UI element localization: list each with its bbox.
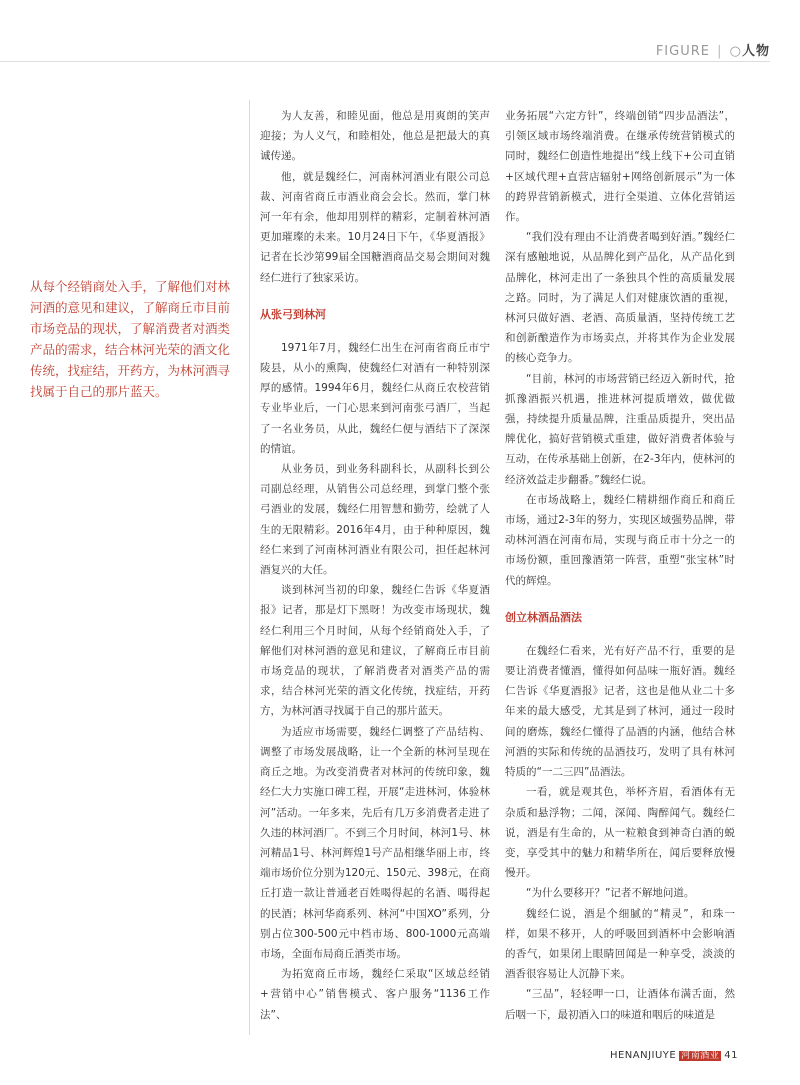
paragraph: 一看，就是观其色，举杯齐眉，看酒体有无杂质和悬浮物；二闻，深闻、陶醉闻气。魏经仁说，酒是有生命的，从一粒粮食到神奇白酒的蜕变，享受其中的魅力和精华所在，闻后要释放慢慢开。 <box>505 786 735 880</box>
section-heading: 创立林酒品酒法 <box>505 610 582 624</box>
paragraph: 他，就是魏经仁，河南林河酒业有限公司总裁、河南省商丘市酒业商会会长。然而，掌门林河一年有余，他却用别样的精彩，定制着林河酒更加璀璨的未来。10月24日下午，《华夏酒报》记者在长沙第99届全国糖酒商品交易会期间对魏经仁进行了独家采访。 <box>260 170 490 284</box>
header-rule <box>0 61 770 62</box>
paragraph: 魏经仁说，酒是个细腻的“精灵”，和珠一样，如果不移开，人的呼吸回到酒杯中会影响酒的香气，如果闭上眼睛回闻是一种享受，淡淡的酒香很容易让人沉静下来。 <box>505 907 735 981</box>
magazine-badge: 河南酒业 <box>681 1051 720 1061</box>
paragraph: 业务拓展“六定方针”，终端创销“四步品酒法”，引领区域市场终端消费。在继承传统营销模式的同时，魏经仁创造性地提出“线上线下+公司直销+区域代理+直营店辐射+网络创新展示”为一体的跨界营销新模式，进行全渠道、立体化营销运作。 <box>505 110 735 224</box>
paragraph: 谈到林河当初的印象，魏经仁告诉《华夏酒报》记者，那是灯下黑呀！为改变市场现状，魏经仁利用三个月时间，从每个经销商处入手，了解他们对林河酒的意见和建议，了解商丘市目前市场竞品的现状，了解消费者对酒类产品的需求，结合林河光荣的酒文化传统，找症结，开药方，为林河酒寻找属于自己的那片蓝天。 <box>260 584 490 718</box>
page-number: 41 <box>724 1050 738 1061</box>
paragraph: “为什么要移开？”记者不解地问道。 <box>526 887 695 900</box>
paragraph: “目前，林河的市场营销已经迈入新时代，抢抓豫酒振兴机遇，推进林河提质增效，做优做强，持续提升质量品牌，注重品质提升，突出品牌优化，搞好营销模式重建，做好消费者体验与互动，在传承基础上创新，在2-3年内，使林河的经济效益走步翻番。”魏经仁说。 <box>505 372 735 486</box>
section-heading: 从张弓到林河 <box>260 307 326 321</box>
page-footer <box>610 1048 738 1061</box>
paragraph: 从业务员，到业务科副科长，从副科长到公司副总经理，从销售公司总经理，到掌门整个张弓酒业的发展，魏经仁用智慧和勤劳，绘就了人生的无限精彩。2016年4月，由于种种原因，魏经仁来到了河南林河酒业有限公司，担任起林河酒复兴的大任。 <box>260 463 490 577</box>
paragraph: 在魏经仁看来，光有好产品不行，重要的是要让消费者懂酒，懂得如何品味一瓶好酒。魏经仁告诉《华夏酒报》记者，这也是他从业二十多年来的最大感受，尤其是到了林河，通过一段时间的磨炼，魏经仁懂得了品酒的内涵，他结合林河酒的实际和传统的品酒技巧，发明了具有林河特质的“一二三四”品酒法。 <box>505 644 735 779</box>
page-header <box>656 40 770 59</box>
paragraph: “我们没有理由不让消费者喝到好酒。”魏经仁深有感触地说，从品牌化到产品化，从产品化到品牌化，林河走出了一条独具个性的高质量发展之路。同时，为了满足人们对健康饮酒的重视，林河只做好酒、老酒、高质量酒，坚持传统工艺和创新酿造作为市场卖点，并将其作为企业发展的核心竞争力。 <box>505 231 735 365</box>
circle-bullet-icon: ○ <box>729 44 742 59</box>
paragraph: “三品”，轻轻呷一口，让酒体布满舌面，然后咽一下，最初酒入口的味道和咽后的味道是 <box>505 988 735 1021</box>
section-name: 人物 <box>741 44 770 59</box>
paragraph: 为适应市场需要，魏经仁调整了产品结构、调整了市场发展战略，让一个全新的林河呈现在商丘之地。为改变消费者对林河的传统印象，魏经仁大力实施口碑工程，开展“走进林河，体验林河”活动。一年多来，先后有几万多消费者走进了久违的林河酒厂。不到三个月时间，林河1号、林河精品1号、林河辉煌1号产品相继华丽上市，终端市场价位分别为120元、150元、398元，在商丘打造一款让普通老百姓喝得起的名酒、喝得起的民酒；林河华商系列、林河“中国XO”系列，分别占位300-500元中档市场、800-1000元高端市场，全面布局商丘酒类市场。 <box>260 725 490 960</box>
column-rule <box>249 100 250 1035</box>
paragraph: 在市场战略上，魏经仁精耕细作商丘和商丘市场，通过2-3年的努力，实现区域强势品牌，带动林河酒在河南布局，实现与商丘市十分之一的市场份额，重回豫酒第一阵营，重塑“张宝林”时代的辉煌。 <box>505 493 735 587</box>
paragraph: 为人友善，和睦见面，他总是用爽朗的笑声迎接；为人义气，和睦相处，他总是把最大的真诚传递。 <box>260 110 490 163</box>
pull-quote: 从每个经销商处入手，了解他们对林河酒的意见和建议，了解商丘市目前市场竞品的现状，了解消费者对酒类产品的需求，结合林河光荣的酒文化传统，找症结，开药方，为林河酒寻找属于自己的那片蓝天。 <box>30 279 231 399</box>
paragraph: 1971年7月，魏经仁出生在河南省商丘市宁陵县，从小的熏陶，使魏经仁对酒有一种特别深厚的感情。1994年6月，魏经仁从商丘农校营销专业毕业后，一门心思来到河南张弓酒厂，当起了一名业务员，从此，魏经仁便与酒结下了深深的情谊。 <box>260 341 490 455</box>
article-column-1 <box>260 106 490 1025</box>
article-column-2 <box>505 106 735 1025</box>
publication-name: HENANJIUYE <box>609 1050 677 1061</box>
header-divider: | <box>717 44 723 59</box>
paragraph: 为拓宽商丘市场，魏经仁采取“区域总经销+营销中心”销售模式、客户服务“1136工作法”、 <box>260 968 490 1021</box>
section-label: FIGURE <box>655 44 710 59</box>
